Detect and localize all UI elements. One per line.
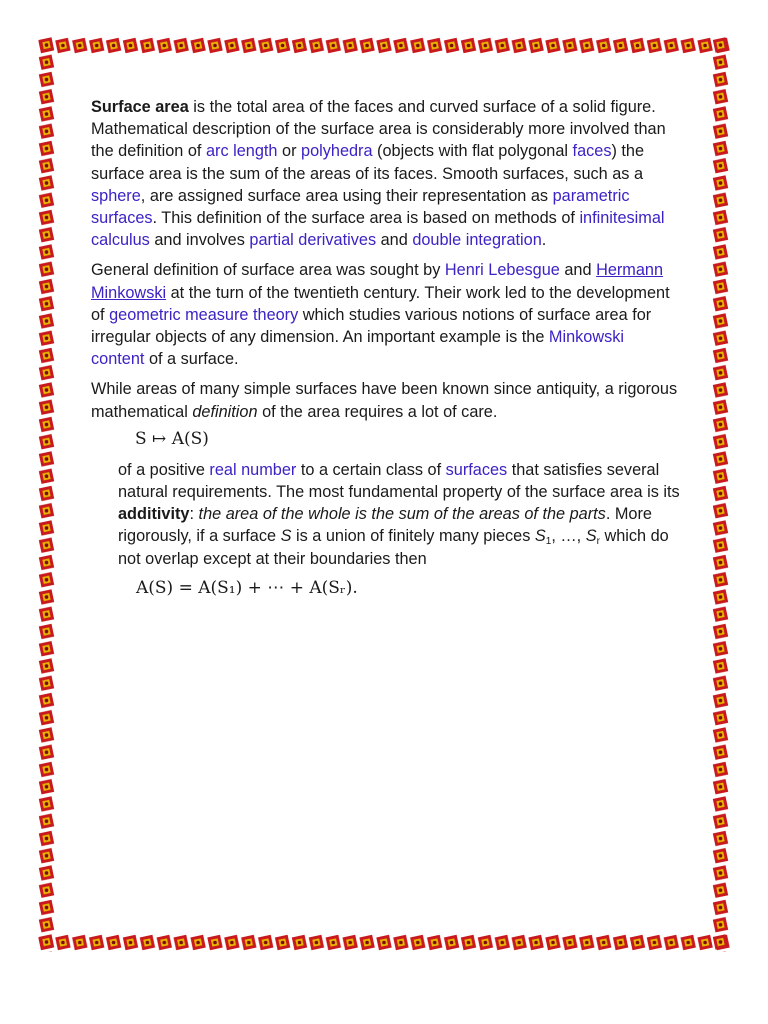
text: to a certain class of bbox=[296, 460, 446, 479]
formula-additivity: A(S) = A(S₁) + ⋯ + A(Sᵣ). bbox=[136, 577, 358, 598]
text: , …, bbox=[551, 527, 586, 546]
text: (objects with flat polygonal bbox=[372, 142, 573, 161]
link-minkowski-content[interactable]: Minkowski content bbox=[91, 328, 625, 369]
text: of a positive bbox=[118, 460, 210, 479]
subscript-1: 1 bbox=[545, 536, 552, 548]
decorative-border-left bbox=[38, 37, 56, 952]
link-arc-length[interactable]: arc length bbox=[205, 142, 278, 161]
decorative-border-bottom bbox=[38, 934, 730, 952]
text: General definition of surface area was sought by bbox=[91, 261, 445, 280]
paragraph-definition bbox=[91, 378, 681, 422]
text: and bbox=[559, 261, 597, 280]
text: , are assigned surface area using their representation as bbox=[140, 186, 553, 205]
paragraph-intro bbox=[91, 96, 681, 251]
link-hermann-minkowski[interactable]: Hermann Minkowski bbox=[91, 261, 664, 302]
term-additivity: additivity bbox=[118, 505, 190, 524]
link-infinitesimal-calculus[interactable]: infinitesimal calculus bbox=[91, 209, 665, 250]
article-body bbox=[91, 96, 681, 608]
link-polyhedra[interactable]: polyhedra bbox=[301, 142, 373, 161]
link-double-integration[interactable]: double integration bbox=[412, 231, 542, 250]
text: of a surface. bbox=[144, 350, 239, 369]
square-flower-border-icon bbox=[38, 37, 730, 55]
link-partial-derivatives[interactable]: partial derivatives bbox=[249, 231, 377, 250]
emphasis-additivity: the area of the whole is the sum of the areas of the parts bbox=[198, 505, 606, 524]
text: . More rigorously, if a surface bbox=[118, 505, 652, 546]
term-surface-area: Surface area bbox=[91, 98, 189, 116]
paragraph-additivity bbox=[91, 459, 681, 570]
variable-sr: S bbox=[585, 527, 597, 546]
emphasis-definition: definition bbox=[192, 402, 258, 421]
paragraph-history bbox=[91, 259, 681, 370]
text: at the turn of the twentieth century. Their work led to the development of bbox=[91, 283, 670, 324]
text: is a union of finitely many pieces bbox=[291, 527, 535, 546]
text: of the area requires a lot of care. bbox=[257, 402, 498, 421]
link-faces[interactable]: faces bbox=[572, 142, 612, 161]
text: . bbox=[541, 231, 547, 250]
variable-s1: S bbox=[534, 527, 546, 546]
text: is the total area of the faces and curved surface of a solid figure. Mathematical description of the surface area is considerably more involved than the definition of bbox=[91, 98, 666, 161]
text: that satisfies several natural requirements. The most fundamental property of the surface area is its bbox=[118, 460, 680, 502]
text: ) the surface area is the sum of the areas of its faces. Smooth surfaces, such as a bbox=[91, 142, 645, 183]
link-henri-lebesgue[interactable]: Henri Lebesgue bbox=[444, 261, 560, 280]
variable-s: S bbox=[280, 527, 292, 546]
text: or bbox=[277, 142, 302, 161]
text: which studies various notions of surface area for irregular objects of any dimension. An important example is the bbox=[91, 305, 652, 347]
subscript-r: r bbox=[596, 536, 600, 548]
text: . This definition of the surface area is based on methods of bbox=[152, 209, 580, 228]
decorative-border-right bbox=[712, 37, 730, 952]
text: which do not overlap except at their boundaries then bbox=[118, 527, 669, 568]
square-flower-border-icon bbox=[38, 37, 56, 952]
formula-mapping: S ↦ A(S) bbox=[135, 428, 209, 449]
decorative-border-top bbox=[38, 37, 730, 55]
text: and involves bbox=[149, 231, 250, 250]
square-flower-border-icon bbox=[712, 37, 730, 952]
link-sphere[interactable]: sphere bbox=[91, 186, 141, 205]
link-surfaces[interactable]: surfaces bbox=[445, 460, 508, 479]
text: While areas of many simple surfaces have been known since antiquity, a rigorous mathematical bbox=[91, 380, 678, 421]
square-flower-border-icon bbox=[38, 934, 730, 952]
text: and bbox=[376, 231, 413, 250]
link-geometric-measure-theory[interactable]: geometric measure theory bbox=[109, 305, 299, 324]
link-parametric-surfaces[interactable]: parametric surfaces bbox=[91, 186, 630, 228]
text: : bbox=[189, 505, 199, 524]
link-real-number[interactable]: real number bbox=[209, 460, 297, 479]
